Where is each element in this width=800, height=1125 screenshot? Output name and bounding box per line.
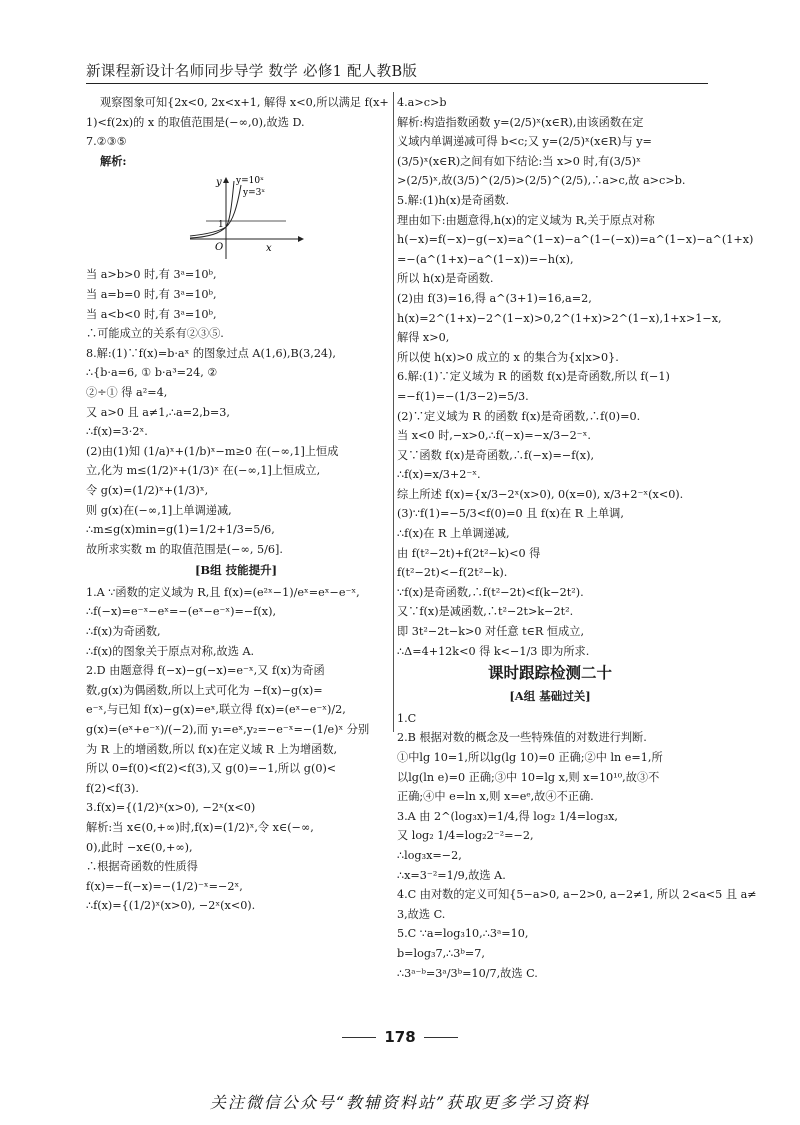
text-line: (2)由 f(3)=16,得 a^(3+1)=16,a=2, [397,291,592,305]
text-line: ∴可能成立的关系有②③⑤. [86,327,224,341]
text-line: 则 g(x)在(−∞,1]上单调递减, [86,503,232,517]
right-column [397,93,757,983]
y-axis-arrow [223,177,229,183]
text-line: 数,g(x)为偶函数,所以上式可化为 −f(x)−g(x)= [86,683,323,697]
text-line: 为 R 上的增函数,所以 f(x)在定义域 R 上为增函数, [86,742,338,756]
text-line: 4.C 由对数的定义可知{5−a>0, a−2>0, a−2≠1, 所以 2<a<5 且 a≠ [397,888,757,902]
text-line: =−(a^(1+x)−a^(1−x))=−h(x), [397,252,574,266]
text-line: h(x)=2^(1+x)−2^(1−x)>0,2^(1+x)>2^(1−x),1+x>1−x, [397,311,722,325]
text-line: ∴3ᵃ⁻ᵇ=3ᵃ/3ᵇ=10/7,故选 C. [397,966,538,980]
label-10x: y=10ˣ [236,176,264,187]
text-line: (3/5)ˣ(x∈R)之间有如下结论:当 x>0 时,有(3/5)ˣ [397,154,641,168]
text-line: ∴x=3⁻²=1/9,故选 A. [397,868,506,882]
text-line: (3)∵f(1)=−5/3<f(0)=0 且 f(x)在 R 上单调, [397,507,624,521]
text-line: 5.C ∵a=log₃10,∴3ᵃ=10, [397,927,529,941]
text-line: 解得 x>0, [397,331,450,345]
left-column [86,93,389,916]
text-line: b=log₃7,∴3ᵇ=7, [397,946,485,960]
text-line: f(x)=−f(−x)=−(1/2)⁻ˣ=−2ˣ, [86,879,243,893]
page-number-text: 178 [384,1028,416,1046]
text-line: 又 log₂ 1/4=log₂2⁻²=−2, [397,829,534,843]
page-number-rule-right [424,1037,458,1038]
text-line: 即 3t²−2t−k>0 对任意 t∈R 恒成立, [397,625,585,639]
text-line: 解析: [100,153,127,168]
text-line: 2.B 根据对数的概念及一些特殊值的对数进行判断. [397,731,647,745]
text-line: ∴Δ=4+12k<0 得 k<−1/3 即为所求. [397,644,590,658]
text-line: 3.f(x)={(1/2)ˣ(x>0), −2ˣ(x<0) [86,801,256,815]
text-line: ∴f(−x)=e⁻ˣ−eˣ=−(eˣ−e⁻ˣ)=−f(x), [86,605,277,619]
text-line: 由 f(t²−2t)+f(2t²−k)<0 得 [397,546,541,560]
text-line: 当 a=b=0 时,有 3ᵃ=10ᵇ, [86,287,217,301]
text-line: ∵f(x)是奇函数,∴f(t²−2t)<f(k−2t²). [397,585,584,599]
text-line: h(−x)=f(−x)−g(−x)=a^(1−x)−a^(1−(−x))=a^(1−x)−a^(1+x) [397,233,754,247]
text-line: f(t²−2t)<−f(2t²−k). [397,566,508,580]
text-line: ∴根据奇函数的性质得 [86,860,198,874]
y-axis-label: y [216,177,222,189]
text-line: e⁻ˣ,与已知 f(x)−g(x)=eˣ,联立得 f(x)=(eˣ−e⁻ˣ)/2, [86,703,346,717]
text-line: =−f(1)=−(1/3−2)=5/3. [397,389,529,403]
text-line: 理由如下:由题意得,h(x)的定义域为 R,关于原点对称 [397,213,655,227]
text-line: ∴m≤g(x)min=g(1)=1/2+1/3=5/6, [86,523,275,537]
text-line: 故所求实数 m 的取值范围是(−∞, 5/6]. [86,542,283,556]
origin-label: O [215,242,224,254]
text-line: 4.a>c>b [397,96,447,109]
text-line: ∴f(x)为奇函数, [86,625,161,639]
text-line: (2)由(1)知 (1/a)ˣ+(1/b)ˣ−m≥0 在(−∞,1]上恒成 [86,444,339,458]
text-line: 观察图象可知{2x<0, 2x<x+1, 解得 x<0,所以满足 f(x+ [100,96,389,109]
x-axis-arrow [298,236,304,242]
text-line: (2)∵定义域为 R 的函数 f(x)是奇函数,∴f(0)=0. [397,409,641,423]
text-line: ∴f(x)=x/3+2⁻ˣ. [397,468,481,482]
text-line: 当 a<b<0 时,有 3ᵃ=10ᵇ, [86,307,217,321]
text-line: ∴f(x)={(1/2)ˣ(x>0), −2ˣ(x<0). [86,899,256,913]
curve-10x [190,181,234,238]
text-line: 3,故选 C. [397,907,446,921]
exponential-graph [186,173,306,263]
text-line: 正确;④中 e=ln x,则 x=eᵉ,故④不正确. [397,790,594,804]
page-number [0,1028,800,1046]
text-line: ∴f(x)的图象关于原点对称,故选 A. [86,644,255,658]
text-line: 6.解:(1)∵定义域为 R 的函数 f(x)是奇函数,所以 f(−1) [397,370,670,384]
text-line: 解析:构造指数函数 y=(2/5)ˣ(x∈R),由该函数在定 [397,115,644,129]
text-line: 以lg(ln e)=0 正确;③中 10=lg x,则 x=10¹⁰,故③不 [397,770,660,784]
text-line: ∴f(x)在 R 上单调递减, [397,527,510,541]
text-line: 8.解:(1)∵f(x)=b·aˣ 的图象过点 A(1,6),B(3,24), [86,346,336,360]
text-line: 7.②③⑤ [86,135,127,149]
text-line: 所以 0=f(0)<f(2)<f(3),又 g(0)=−1,所以 g(0)< [86,762,337,776]
text-line: 令 g(x)=(1/2)ˣ+(1/3)ˣ, [86,483,209,497]
text-line: 立,化为 m≤(1/2)ˣ+(1/3)ˣ 在(−∞,1]上恒成立, [86,464,321,478]
text-line: 所以使 h(x)>0 成立的 x 的集合为{x|x>0}. [397,350,619,364]
text-line: 又∵f(x)是减函数,∴t²−2t>k−2t². [397,605,574,619]
section-heading: [A组 基础过关] [509,689,591,704]
text-line: 解析:当 x∈(0,+∞)时,f(x)=(1/2)ˣ,令 x∈(−∞, [86,821,314,834]
one-label: 1 [218,220,224,231]
text-line: 当 a>b>0 时,有 3ᵃ=10ᵇ, [86,268,217,282]
text-line: >(2/5)ˣ,故(3/5)^(2/5)>(2/5)^(2/5),∴a>c,故 a>c>b. [397,174,686,188]
text-line: 3.A 由 2^(log₃x)=1/4,得 log₂ 1/4=log₃x, [397,809,618,823]
curve-3x [190,185,241,236]
text-line: 1.A ∵函数的定义域为 R,且 f(x)=(e²ˣ−1)/eˣ=eˣ−e⁻ˣ, [86,585,360,599]
text-line: 义域内单调递减可得 b<c;又 y=(2/5)ˣ(x∈R)与 y= [397,135,652,149]
page-header: 新课程新设计名师同步导学 数学 必修1 配人教B版 [86,60,708,84]
text-line: 2.D 由题意得 f(−x)−g(−x)=e⁻ˣ,又 f(x)为奇函 [86,664,325,678]
text-line: f(2)<f(3). [86,781,139,795]
text-line: 综上所述 f(x)={x/3−2ˣ(x>0), 0(x=0), x/3+2⁻ˣ(x<0). [397,487,684,501]
text-line: ∴{b·a=6, ① b·a³=24, ② [86,366,218,380]
text-line: 1)<f(2x)的 x 的取值范围是(−∞,0),故选 D. [86,115,305,129]
text-line: 又 a>0 且 a≠1,∴a=2,b=3, [86,405,230,419]
page-number-rule-left [342,1037,376,1038]
column-divider [393,92,394,732]
text-line: 0),此时 −x∈(0,+∞), [86,840,193,854]
section-heading: [B组 技能提升] [194,563,278,578]
footer-note: 关注微信公众号“教辅资料站”获取更多学习资料 [209,1093,591,1112]
text-line: ∴f(x)=3·2ˣ. [86,425,148,439]
text-line: ①中lg 10=1,所以lg(lg 10)=0 正确;②中 ln e=1,所 [397,751,663,764]
text-line: 又∵函数 f(x)是奇函数,∴f(−x)=−f(x), [397,448,595,462]
label-3x: y=3ˣ [243,188,266,199]
text-line: 所以 h(x)是奇函数. [397,272,494,286]
text-line: g(x)=(eˣ+e⁻ˣ)/(−2),而 y₁=eˣ,y₂=−e⁻ˣ=−(1/e)ˣ 分别 [86,723,370,737]
x-axis-label: x [266,243,272,255]
text-line: ②÷① 得 a²=4, [86,385,168,399]
text-line: 5.解:(1)h(x)是奇函数. [397,193,510,207]
text-line: ∴log₃x=−2, [397,848,462,862]
chapter-title: 课时跟踪检测二十 [487,664,612,683]
text-line: 1.C [397,711,417,725]
text-line: 当 x<0 时,−x>0,∴f(−x)=−x/3−2⁻ˣ. [397,429,591,443]
